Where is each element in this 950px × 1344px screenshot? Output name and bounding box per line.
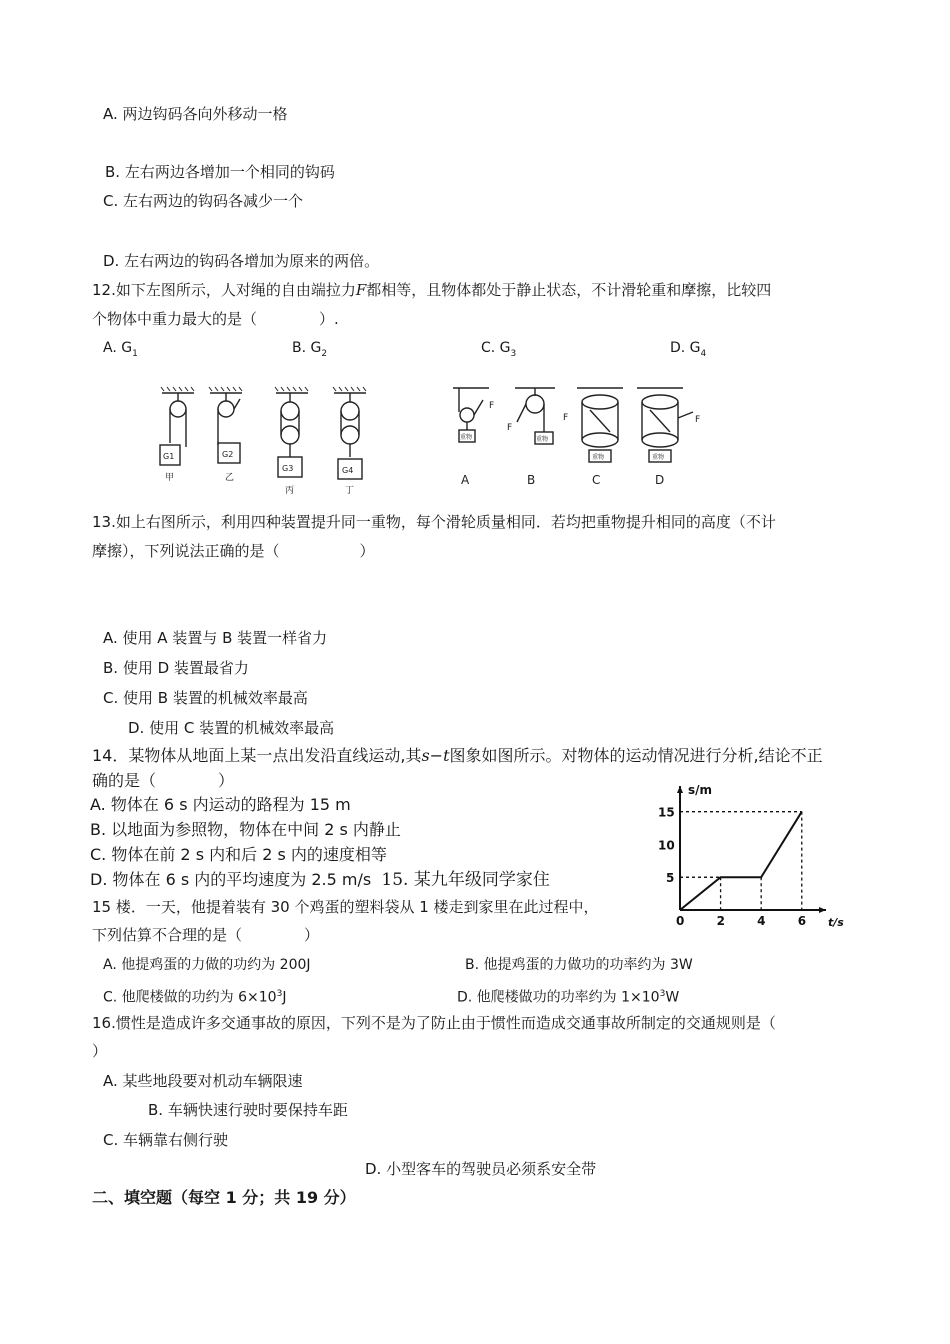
caption-jia: 甲: [165, 473, 175, 483]
x-tick-label: 6: [797, 914, 807, 928]
box-label-g1: G1: [163, 452, 175, 461]
q12-option-d: D. $G_4$: [670, 340, 707, 359]
q13-option-c: C. 使用 B 装置的机械效率最高: [103, 689, 308, 707]
x-tick-label: 4: [757, 914, 766, 928]
q14-option-d: D. 物体在 6 s 内的平均速度为 2.5 m/s 15. 某九年级同学家住: [90, 870, 550, 890]
q16-option-d: D. 小型客车的驾驶员必须系安全带: [365, 1160, 597, 1178]
q12-stem-line1: 12.如下左图所示，人对绳的自由端拉力F都相等，且物体都处于静止状态，不计滑轮重和摩擦，比较四: [92, 281, 772, 299]
q15-stem-line2: 15 楼．一天，他提着装有 30 个鸡蛋的塑料袋从 1 楼走到家里在此过程中，: [92, 898, 599, 916]
force-label-b: F: [507, 423, 513, 433]
weight-c: 重物: [592, 454, 605, 461]
q13-option-b: B. 使用 D 装置最省力: [103, 659, 249, 677]
q11-option-b: B. 左右两边各增加一个相同的钩码: [105, 163, 335, 181]
box-label-g4: G4: [342, 466, 354, 475]
caption-yi: 乙: [225, 473, 235, 483]
caption-bing: 丙: [285, 486, 295, 496]
q16-option-a: A. 某些地段要对机动车辆限速: [103, 1072, 303, 1090]
q12-stem-line2: 个物体中重力最大的是（ ）.: [92, 310, 339, 328]
q14-option-a: A. 物体在 6 s 内运动的路程为 15 m: [90, 795, 351, 814]
q12-option-b: B. $G_2$: [292, 340, 328, 359]
force-label-d: F: [695, 415, 701, 425]
q11-option-a: A. 两边钩码各向外移动一格: [103, 105, 288, 123]
q16-stem-line2: ）: [92, 1042, 108, 1060]
x-tick-label: 2: [716, 914, 725, 928]
q15-stem-line1: 15. 某九年级同学家住: [381, 870, 550, 890]
y-tick-label: 15: [658, 805, 675, 820]
q15-option-c: C. 他爬楼做的功约为 $6\times 10^3J$: [103, 989, 287, 1006]
x-tick-label: 0: [676, 914, 685, 928]
device-label-a: A: [461, 473, 470, 487]
q14-stem-line2: 确的是（ ）: [92, 771, 235, 790]
y-axis-label: s/m: [688, 783, 713, 797]
q14-option-b: B. 以地面为参照物，物体在中间 2 s 内静止: [90, 820, 401, 839]
x-axis-arrow: [819, 907, 826, 913]
q12-option-c: C. $G_3$: [481, 340, 517, 359]
q15-option-b: B. 他提鸡蛋的力做功的功率约为 3W: [465, 957, 693, 973]
y-tick-label: 10: [658, 838, 675, 853]
q14-option-c: C. 物体在前 2 s 内和后 2 s 内的速度相等: [90, 845, 387, 864]
device-label-b: B: [527, 473, 536, 487]
q13-stem-line2: 摩擦），下列说法正确的是（ ）: [92, 542, 375, 560]
device-label-c: C: [592, 473, 601, 487]
device-label-d: D: [655, 473, 665, 487]
q13-stem-line1: 13.如上右图所示，利用四种装置提升同一重物，每个滑轮质量相同．若均把重物提升相同的高度（不计: [92, 513, 776, 531]
q11-option-d: D. 左右两边的钩码各增加为原来的两倍。: [103, 252, 380, 270]
q15-option-d: D. 他爬楼做功的功率约为 $1\times 10^3W$: [457, 989, 680, 1006]
q15-option-a: A. 他提鸡蛋的力做的功约为 200J: [103, 957, 311, 973]
q13-option-d: D. 使用 C 装置的机械效率最高: [128, 719, 335, 737]
weight-a: 重物: [460, 434, 473, 441]
caption-ding: 丁: [345, 486, 355, 496]
q16-stem-line1: 16.惯性是造成许多交通事故的原因，下列不是为了防止由于惯性而造成交通事故所制定的交通规则是（: [92, 1014, 776, 1032]
q13-option-a: A. 使用 A 装置与 B 装置一样省力: [103, 629, 328, 647]
q14-stem-line1: 14．某物体从地面上某一点出发沿直线运动,其s−t图象如图所示。对物体的运动情况进行分析,结论不正: [92, 746, 823, 765]
box-label-g3: G3: [282, 464, 294, 473]
box-label-g2: G2: [222, 450, 234, 459]
q15-stem-line3: 下列估算不合理的是（ ）: [92, 926, 320, 944]
st-graph: [655, 778, 844, 929]
force-label-c: F: [563, 413, 569, 423]
force-label-a: F: [489, 401, 495, 411]
weight-d: 重物: [652, 454, 665, 461]
y-axis-arrow: [677, 786, 683, 793]
x-axis-label: t/s: [828, 916, 844, 929]
q12-option-a: A. $G_1$: [103, 340, 138, 359]
q16-option-b: B. 车辆快速行驶时要保持车距: [148, 1101, 348, 1119]
q13-device-figure: [445, 380, 715, 490]
q11-option-c: C. 左右两边的钩码各减少一个: [103, 192, 304, 210]
section-title: 二、填空题（每空 1 分；共 19 分）: [92, 1188, 356, 1207]
y-tick-label: 5: [666, 871, 675, 886]
weight-b: 重物: [536, 436, 549, 443]
series-line: [680, 812, 802, 910]
q16-option-c: C. 车辆靠右侧行驶: [103, 1131, 229, 1149]
q12-pulley-figure: [150, 385, 380, 500]
